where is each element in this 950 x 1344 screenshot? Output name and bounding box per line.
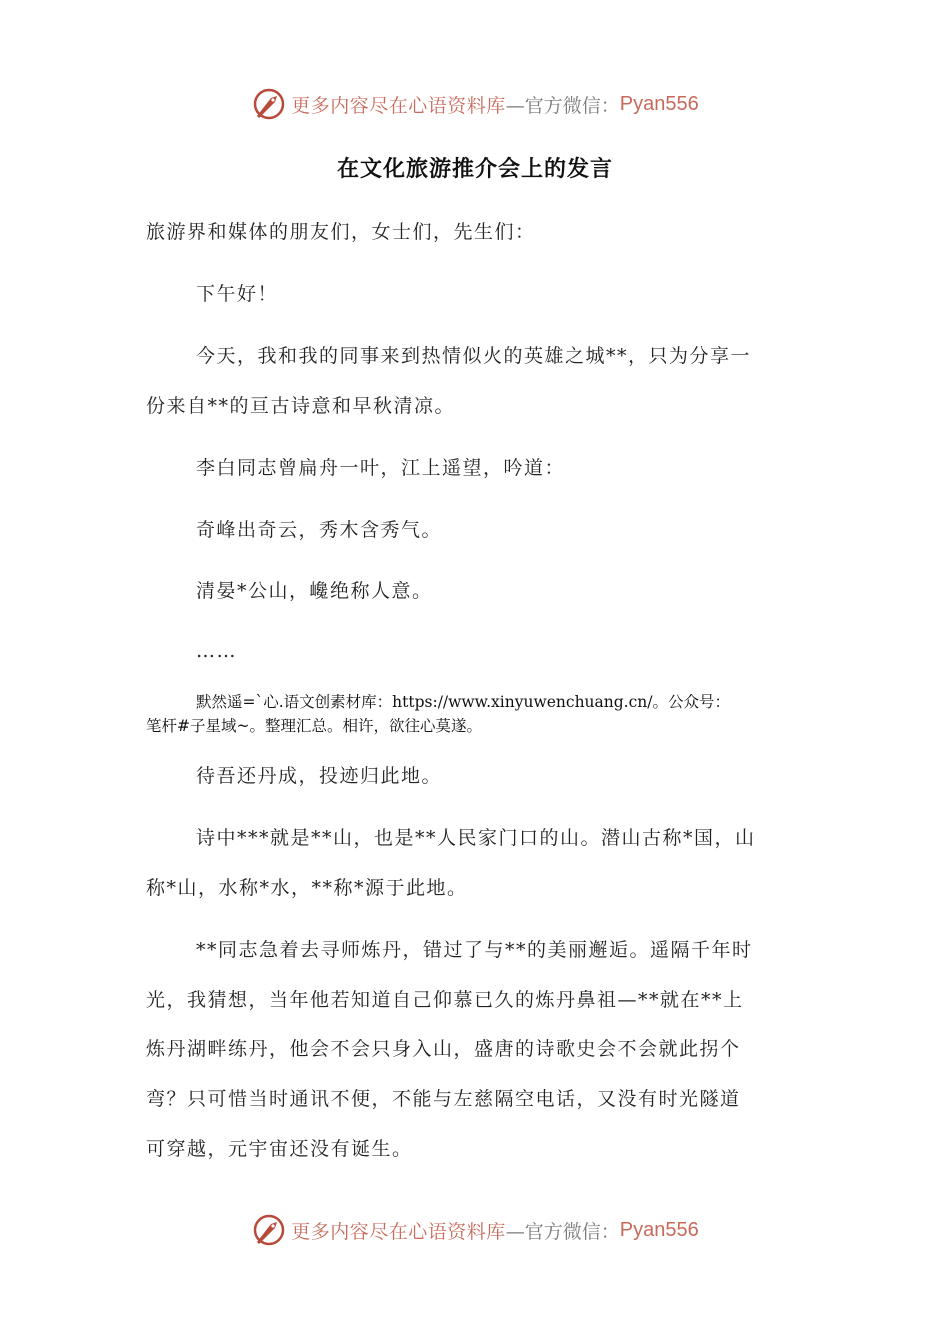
paragraph-2: 李白同志曾扁舟一叶，江上遥望，吟道： — [196, 457, 566, 479]
banner-separator-text: —官方微信： — [505, 1220, 620, 1243]
poem-line-2: 清晏*公山，巉绝称人意。 — [196, 580, 433, 602]
paragraph-1-line-2: 份来自**的亘古诗意和早秋清凉。 — [146, 395, 456, 417]
paragraph-4-line-2: 光，我猜想，当年他若知道自己仰慕已久的炼丹鼻祖—**就在**上 — [146, 989, 744, 1011]
greeting: 下午好！ — [196, 283, 279, 305]
paragraph-1-line-1: 今天，我和我的同事来到热情似火的英雄之城**，只为分享一 — [196, 345, 752, 367]
salutation: 旅游界和媒体的朋友们，女士们，先生们： — [146, 221, 536, 243]
banner-wechat-id: Pyan556 — [619, 92, 699, 115]
poem-line-3: 待吾还丹成，投迹归此地。 — [196, 765, 443, 787]
paragraph-4-line-5: 可穿越，元宇宙还没有诞生。 — [146, 1138, 413, 1160]
banner-separator-text: —官方微信： — [505, 94, 620, 117]
banner-wechat-id: Pyan556 — [619, 1218, 699, 1241]
footer-banner — [0, 1210, 950, 1250]
pen-nib-logo-icon — [251, 86, 287, 122]
paragraph-4-line-3: 炼丹湖畔练丹，他会不会只身入山，盛唐的诗歌史会不会就此拐个 — [146, 1038, 741, 1060]
paragraph-3-line-2: 称*山，水称*水，**称*源于此地。 — [146, 877, 468, 899]
banner-main-text: 更多内容尽在心语资料库 — [291, 94, 506, 117]
document-title: 在文化旅游推介会上的发言 — [336, 157, 613, 182]
watermark-note-line-1: 默然遥=`心.语文创素材库：https://www.xinyuwenchuang.cn/。公众号： — [196, 693, 730, 711]
banner-main-text: 更多内容尽在心语资料库 — [291, 1220, 506, 1243]
header-banner — [0, 84, 950, 124]
ellipsis: …… — [196, 640, 237, 662]
paragraph-4-line-4: 弯？只可惜当时通讯不便，不能与左慈隔空电话，又没有时光隧道 — [146, 1088, 741, 1110]
paragraph-3-line-1: 诗中***就是**山，也是**人民家门口的山。潜山古称*国，山 — [196, 827, 756, 849]
pen-nib-logo-icon — [251, 1212, 287, 1248]
watermark-note-line-2: 笔杆#子星域~。整理汇总。相许，欲往心莫遂。 — [146, 717, 482, 735]
paragraph-4-line-1: **同志急着去寻师炼丹，错过了与**的美丽邂逅。遥隔千年时 — [196, 939, 753, 961]
poem-line-1: 奇峰出奇云，秀木含秀气。 — [196, 519, 443, 541]
